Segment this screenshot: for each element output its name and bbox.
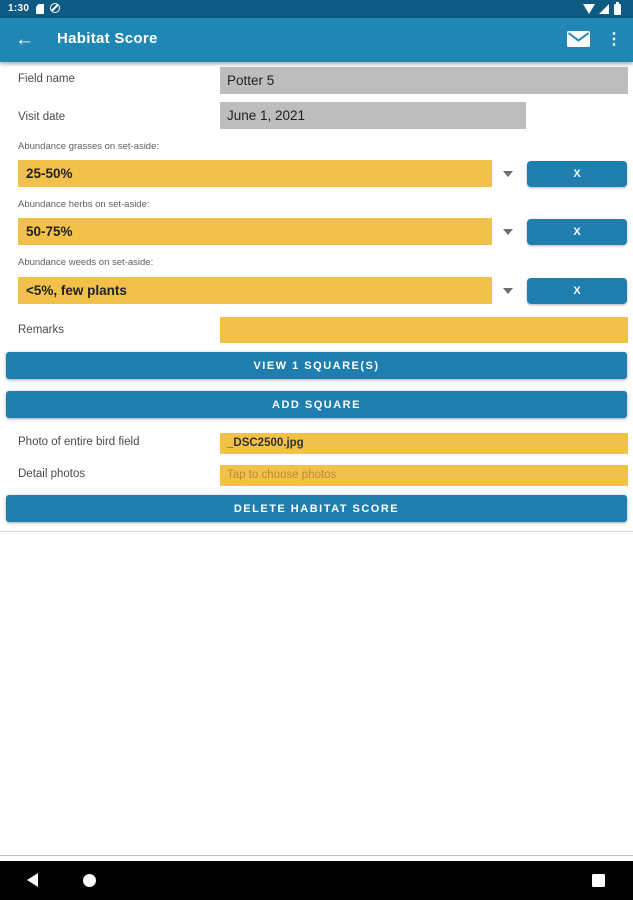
back-triangle-icon[interactable]	[27, 873, 38, 887]
cell-signal-icon	[599, 4, 609, 14]
photo-field-label: Photo of entire bird field	[18, 436, 140, 448]
field-name-input[interactable]: Potter 5	[220, 67, 628, 94]
nav-divider	[0, 855, 633, 856]
status-bar	[0, 0, 633, 18]
abundance-herbs-label: Abundance herbs on set-aside:	[18, 199, 150, 210]
remarks-input[interactable]	[220, 317, 628, 343]
chevron-down-icon[interactable]	[503, 171, 513, 177]
home-circle-icon[interactable]	[83, 874, 96, 887]
abundance-weeds-label: Abundance weeds on set-aside:	[18, 257, 154, 268]
wifi-icon	[583, 4, 595, 14]
overflow-menu-icon[interactable]: ⋮	[606, 31, 622, 48]
abundance-weeds-select[interactable]: <5%, few plants	[18, 277, 492, 304]
photo-field-value[interactable]: _DSC2500.jpg	[220, 433, 628, 454]
add-square-button[interactable]: ADD SQUARE	[6, 391, 627, 418]
clear-herbs-button[interactable]: X	[527, 219, 627, 245]
navigation-bar	[0, 861, 633, 900]
visit-date-label: Visit date	[18, 111, 66, 123]
chevron-down-icon[interactable]	[503, 288, 513, 294]
chevron-down-icon[interactable]	[503, 229, 513, 235]
battery-icon	[614, 4, 621, 15]
back-arrow-icon[interactable]: ←	[15, 29, 34, 50]
status-time: 1:30	[8, 3, 30, 14]
visit-date-input[interactable]: June 1, 2021	[220, 102, 526, 129]
clear-grasses-button[interactable]: X	[527, 161, 627, 187]
sd-card-icon	[36, 4, 44, 14]
detail-photos-input[interactable]: Tap to choose photos	[220, 465, 628, 486]
page-title: Habitat Score	[57, 30, 158, 47]
recents-square-icon[interactable]	[592, 874, 605, 887]
view-squares-button[interactable]: VIEW 1 SQUARE(S)	[6, 352, 627, 379]
section-divider	[0, 531, 633, 532]
abundance-grasses-select[interactable]: 25-50%	[18, 160, 492, 187]
clear-weeds-button[interactable]: X	[527, 278, 627, 304]
delete-habitat-score-button[interactable]: DELETE HABITAT SCORE	[6, 495, 627, 522]
remarks-label: Remarks	[18, 324, 65, 336]
field-name-label: Field name	[18, 73, 75, 85]
mail-icon[interactable]	[567, 31, 590, 52]
abundance-herbs-select[interactable]: 50-75%	[18, 218, 492, 245]
do-not-disturb-icon	[50, 3, 60, 13]
app-bar	[0, 18, 633, 62]
detail-photos-label: Detail photos	[18, 468, 86, 480]
abundance-grasses-label: Abundance grasses on set-aside:	[18, 141, 160, 152]
